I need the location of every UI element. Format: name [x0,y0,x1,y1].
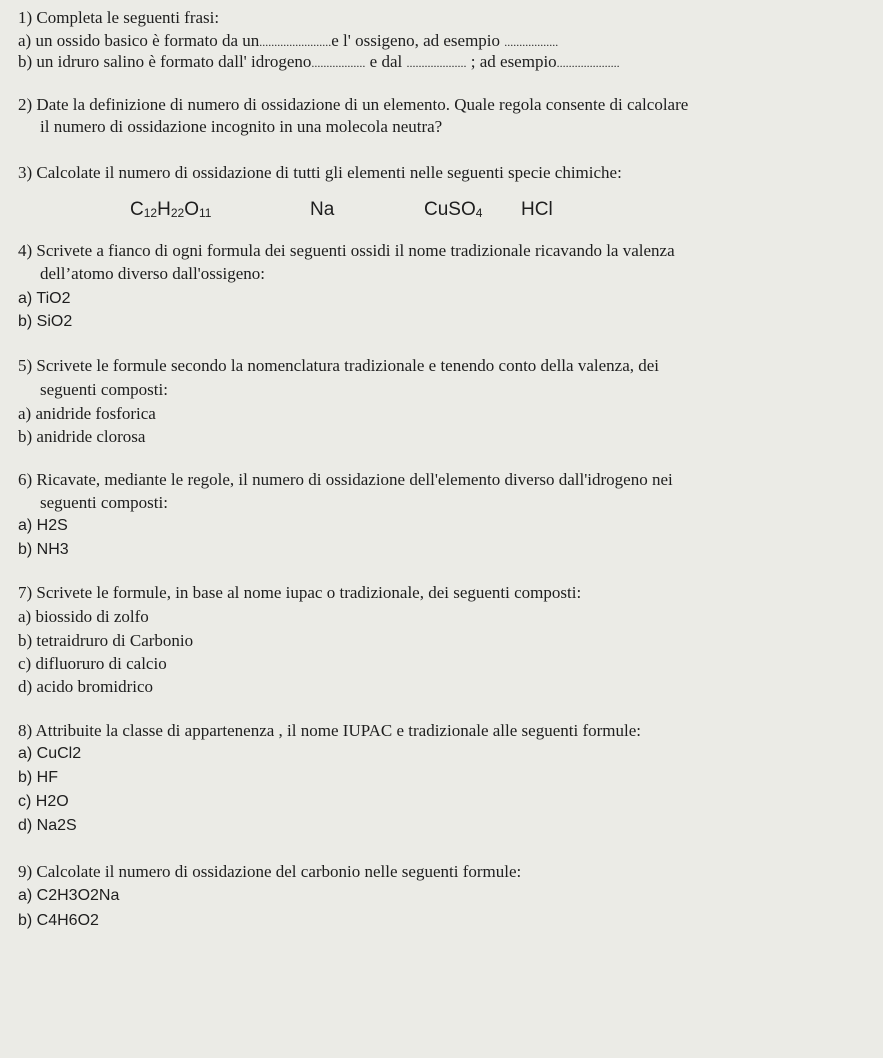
q1-b-text2: e dal [365,52,407,71]
q6-line2: seguenti composti: [40,493,168,512]
q5-item-b: b) anidride clorosa [18,427,146,446]
q3-species-2: Na [310,199,335,220]
q1-a-text2: e l' ossigeno, ad esempio [331,31,505,50]
q8-item-a: a) CuCl2 [18,745,82,762]
q8-item-d: d) Na2S [18,817,77,834]
q7-item-d: d) acido bromidrico [18,677,154,696]
q2-line1: 2) Date la definizione di numero di ossidazione di un elemento. Quale regola consente di calcolare [18,95,689,114]
q3-species-4: HCl [521,199,553,220]
q9-item-a: a) C2H3O2Na [18,887,120,904]
q1-item-b [18,52,620,73]
q1-a-blank2: .................. [504,35,559,49]
q4-line2: dell’atomo diverso dall'ossigeno: [40,264,265,283]
q7-title: 7) Scrivete le formule, in base al nome iupac o tradizionale, dei seguenti composti: [18,583,582,602]
q5-item-a: a) anidride fosforica [18,404,156,423]
q1-item-a [18,31,558,52]
q7-item-a: a) biossido di zolfo [18,607,149,626]
q4-item-b: b) SiO2 [18,313,73,330]
q5-line1: 5) Scrivete le formule secondo la nomenclatura tradizionale e tenendo conto della valenza, dei [18,356,660,375]
q9-title: 9) Calcolate il numero di ossidazione del carbonio nelle seguenti formule: [18,862,522,881]
q8-title: 8) Attribuite la classe di appartenenza , il nome IUPAC e tradizionale alle seguenti formule: [18,721,641,740]
q8-item-b: b) HF [18,769,58,786]
q1-a-text1: a) un ossido basico è formato da un [18,31,260,50]
q3-title: 3) Calcolate il numero di ossidazione di tutti gli elementi nelle seguenti specie chimiche: [18,163,622,182]
q7-item-b: b) tetraidruro di Carbonio [18,631,194,650]
q5-line2: seguenti composti: [40,380,168,399]
q3-species-3: CuSO$_4$ [424,199,483,220]
q1-b-blank2: .................... [406,56,467,70]
q9-item-b: b) C4H6O2 [18,912,99,929]
q1-b-text3: ; ad esempio [466,52,557,71]
q6-line1: 6) Ricavate, mediante le regole, il numero di ossidazione dell'elemento diverso dall'idrogeno nei [18,470,673,489]
q8-item-c: c) H2O [18,793,69,810]
q6-item-b: b) NH3 [18,541,69,558]
q1-b-text1: b) un idruro salino è formato dall' idrogeno [18,52,312,71]
q7-item-c: c) difluoruro di calcio [18,654,167,673]
q4-line1: 4) Scrivete a fianco di ogni formula dei seguenti ossidi il nome tradizionale ricavando la valenza [18,241,675,260]
q3-species-1: $C_{12}H_{22}O_{11}$ [130,199,212,220]
q1-b-blank3: ..................... [556,56,620,70]
q4-item-a: a) TiO2 [18,290,71,307]
q1-a-blank1: ........................ [259,35,332,49]
q1-title: 1) Completa le seguenti frasi: [18,8,220,27]
q2-line2: il numero di ossidazione incognito in una molecola neutra? [40,117,443,136]
q6-item-a: a) H2S [18,517,68,534]
q1-b-blank1: .................. [311,56,366,70]
